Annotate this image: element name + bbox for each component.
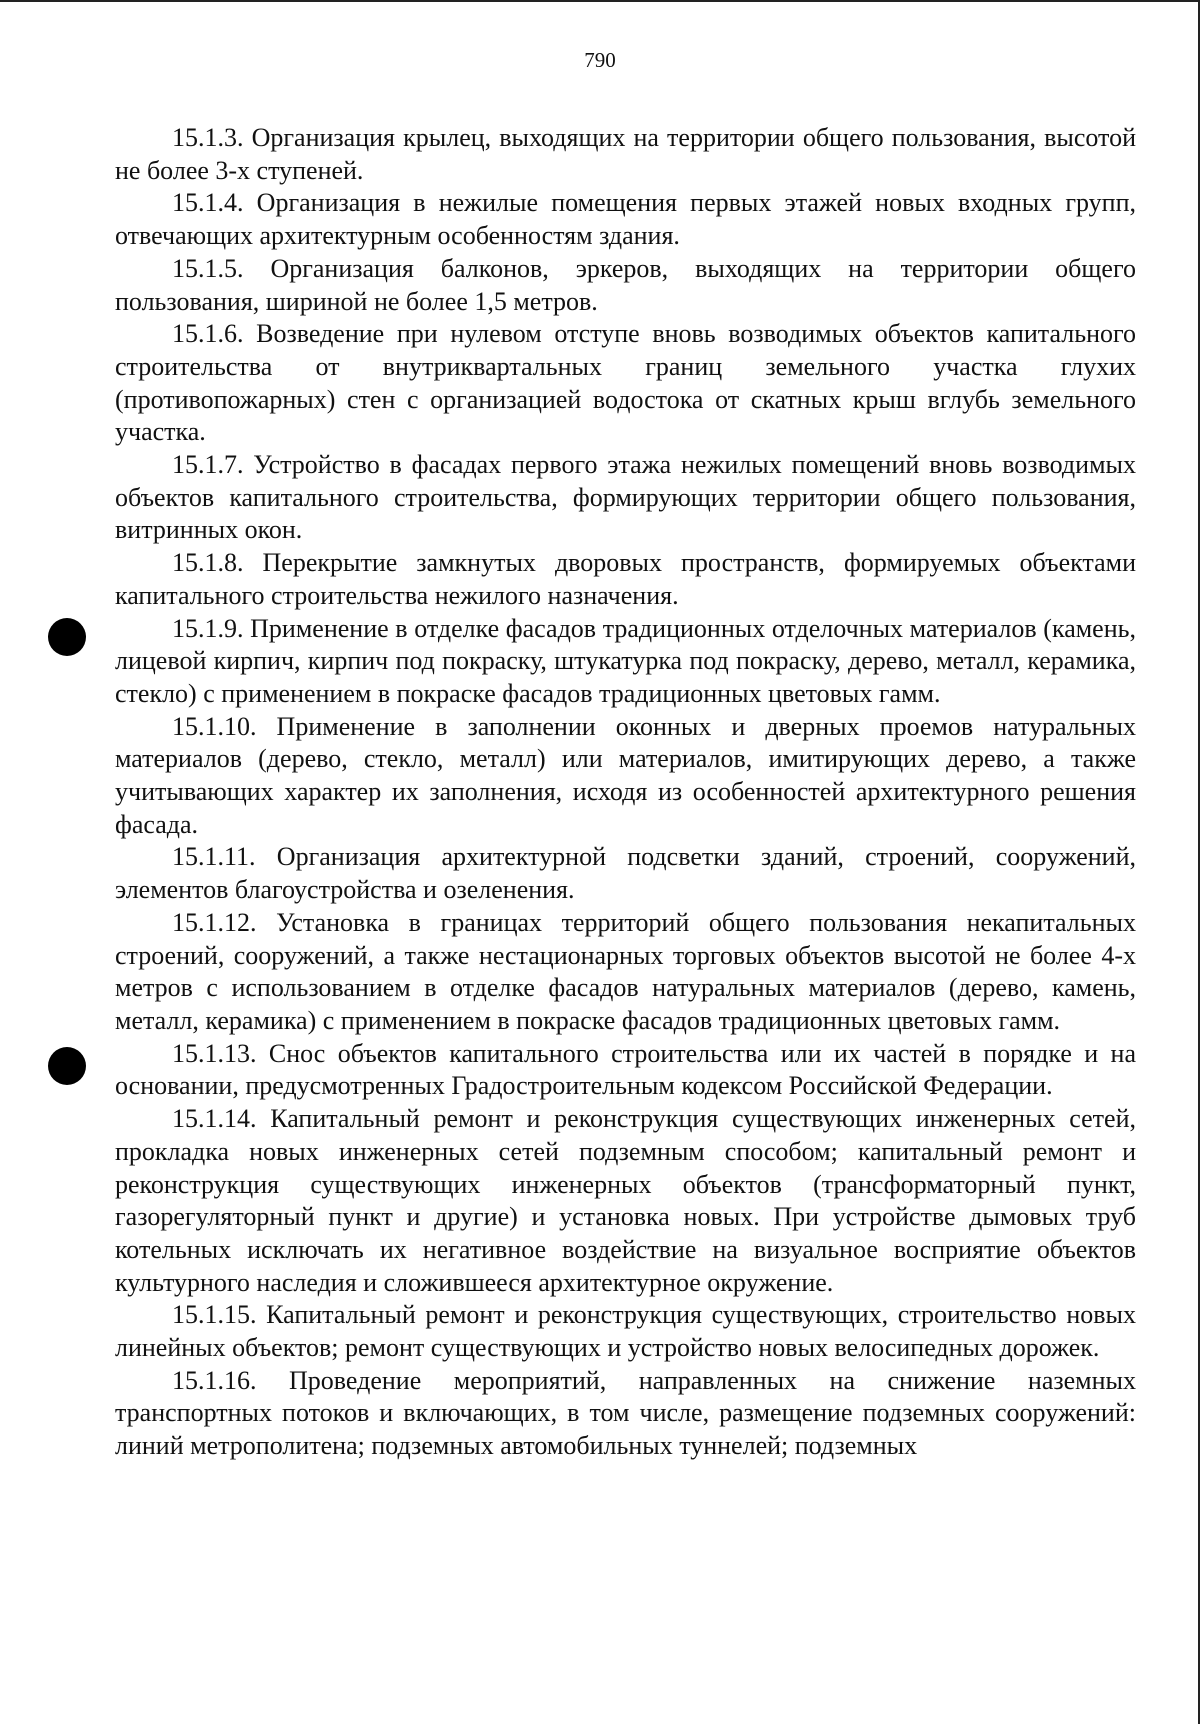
paragraph-15-1-14: 15.1.14. Капитальный ремонт и реконструкция существующих инженерных сетей, прокладка новых инженерных сетей подземным способом; капитальный ремонт и реконструкция существующих инженерных объектов (трансформаторный пункт, газорегуляторный пункт и другие) и установка новых. При устройстве дымовых труб котельных исключать их негативное воздействие на визуальное восприятие объектов культурного наследия и сложившееся архитектурное окружение.	[115, 1104, 1136, 1297]
paragraph-15-1-4: 15.1.4. Организация в нежилые помещения первых этажей новых входных групп, отвечающих архитектурным особенностям здания.	[115, 188, 1136, 251]
punch-hole-mark	[48, 1047, 86, 1085]
paragraph-15-1-6: 15.1.6. Возведение при нулевом отступе вновь возводимых объектов капитального строительства от внутриквартальных границ земельного участка глухих (противопожарных) стен с организацией водостока от скатных крыш вглубь земельного участка.	[115, 319, 1136, 447]
paragraph-15-1-9: 15.1.9. Применение в отделке фасадов традиционных отделочных материалов (камень, лицевой кирпич, кирпич под покраску, штукатурка под покраску, дерево, металл, керамика, стекло) с применением в покраске фасадов традиционных цветовых гамм.	[115, 613, 1136, 708]
paragraph-15-1-12: 15.1.12. Установка в границах территорий общего пользования некапитальных строений, сооружений, а также нестационарных торговых объектов высотой не более 4-х метров с использованием в отделке фасадов натуральных материалов (дерево, камень, металл, керамика) с применением в покраске фасадов традиционных цветовых гамм.	[115, 907, 1136, 1035]
paragraph-15-1-15: 15.1.15. Капитальный ремонт и реконструкция существующих, строительство новых линейных объектов; ремонт существующих и устройство новых велосипедных дорожек.	[115, 1300, 1136, 1363]
paragraph-15-1-11: 15.1.11. Организация архитектурной подсветки зданий, строений, сооружений, элементов благоустройства и озеленения.	[115, 842, 1136, 905]
page-number: 790	[584, 48, 616, 72]
document-body	[115, 122, 1136, 1463]
paragraph-15-1-16: 15.1.16. Проведение мероприятий, направленных на снижение наземных транспортных потоков и включающих, в том числе, размещение подземных сооружений: линий метрополитена; подземных автомобильных туннелей; подземных	[115, 1365, 1136, 1461]
paragraph-15-1-13: 15.1.13. Снос объектов капитального строительства или их частей в порядке и на основании, предусмотренных Градостроительным кодексом Российской Федерации.	[115, 1038, 1136, 1101]
paragraph-15-1-7: 15.1.7. Устройство в фасадах первого этажа нежилых помещений вновь возводимых объектов капитального строительства, формирующих территории общего пользования, витринных окон.	[115, 450, 1136, 545]
paragraph-15-1-8: 15.1.8. Перекрытие замкнутых дворовых пространств, формируемых объектами капитального строительства нежилого назначения.	[115, 548, 1136, 610]
paragraph-15-1-10: 15.1.10. Применение в заполнении оконных и дверных проемов натуральных материалов (дерево, стекло, металл) или материалов, имитирующих дерево, а также учитывающих характер их заполнения, исходя из особенностей архитектурного решения фасада.	[115, 711, 1136, 839]
punch-hole-mark	[48, 618, 86, 656]
paragraph-15-1-3: 15.1.3. Организация крылец, выходящих на территории общего пользования, высотой не более 3-х ступеней.	[115, 123, 1136, 185]
paragraph-15-1-5: 15.1.5. Организация балконов, эркеров, выходящих на территории общего пользования, шириной не более 1,5 метров.	[115, 253, 1136, 316]
